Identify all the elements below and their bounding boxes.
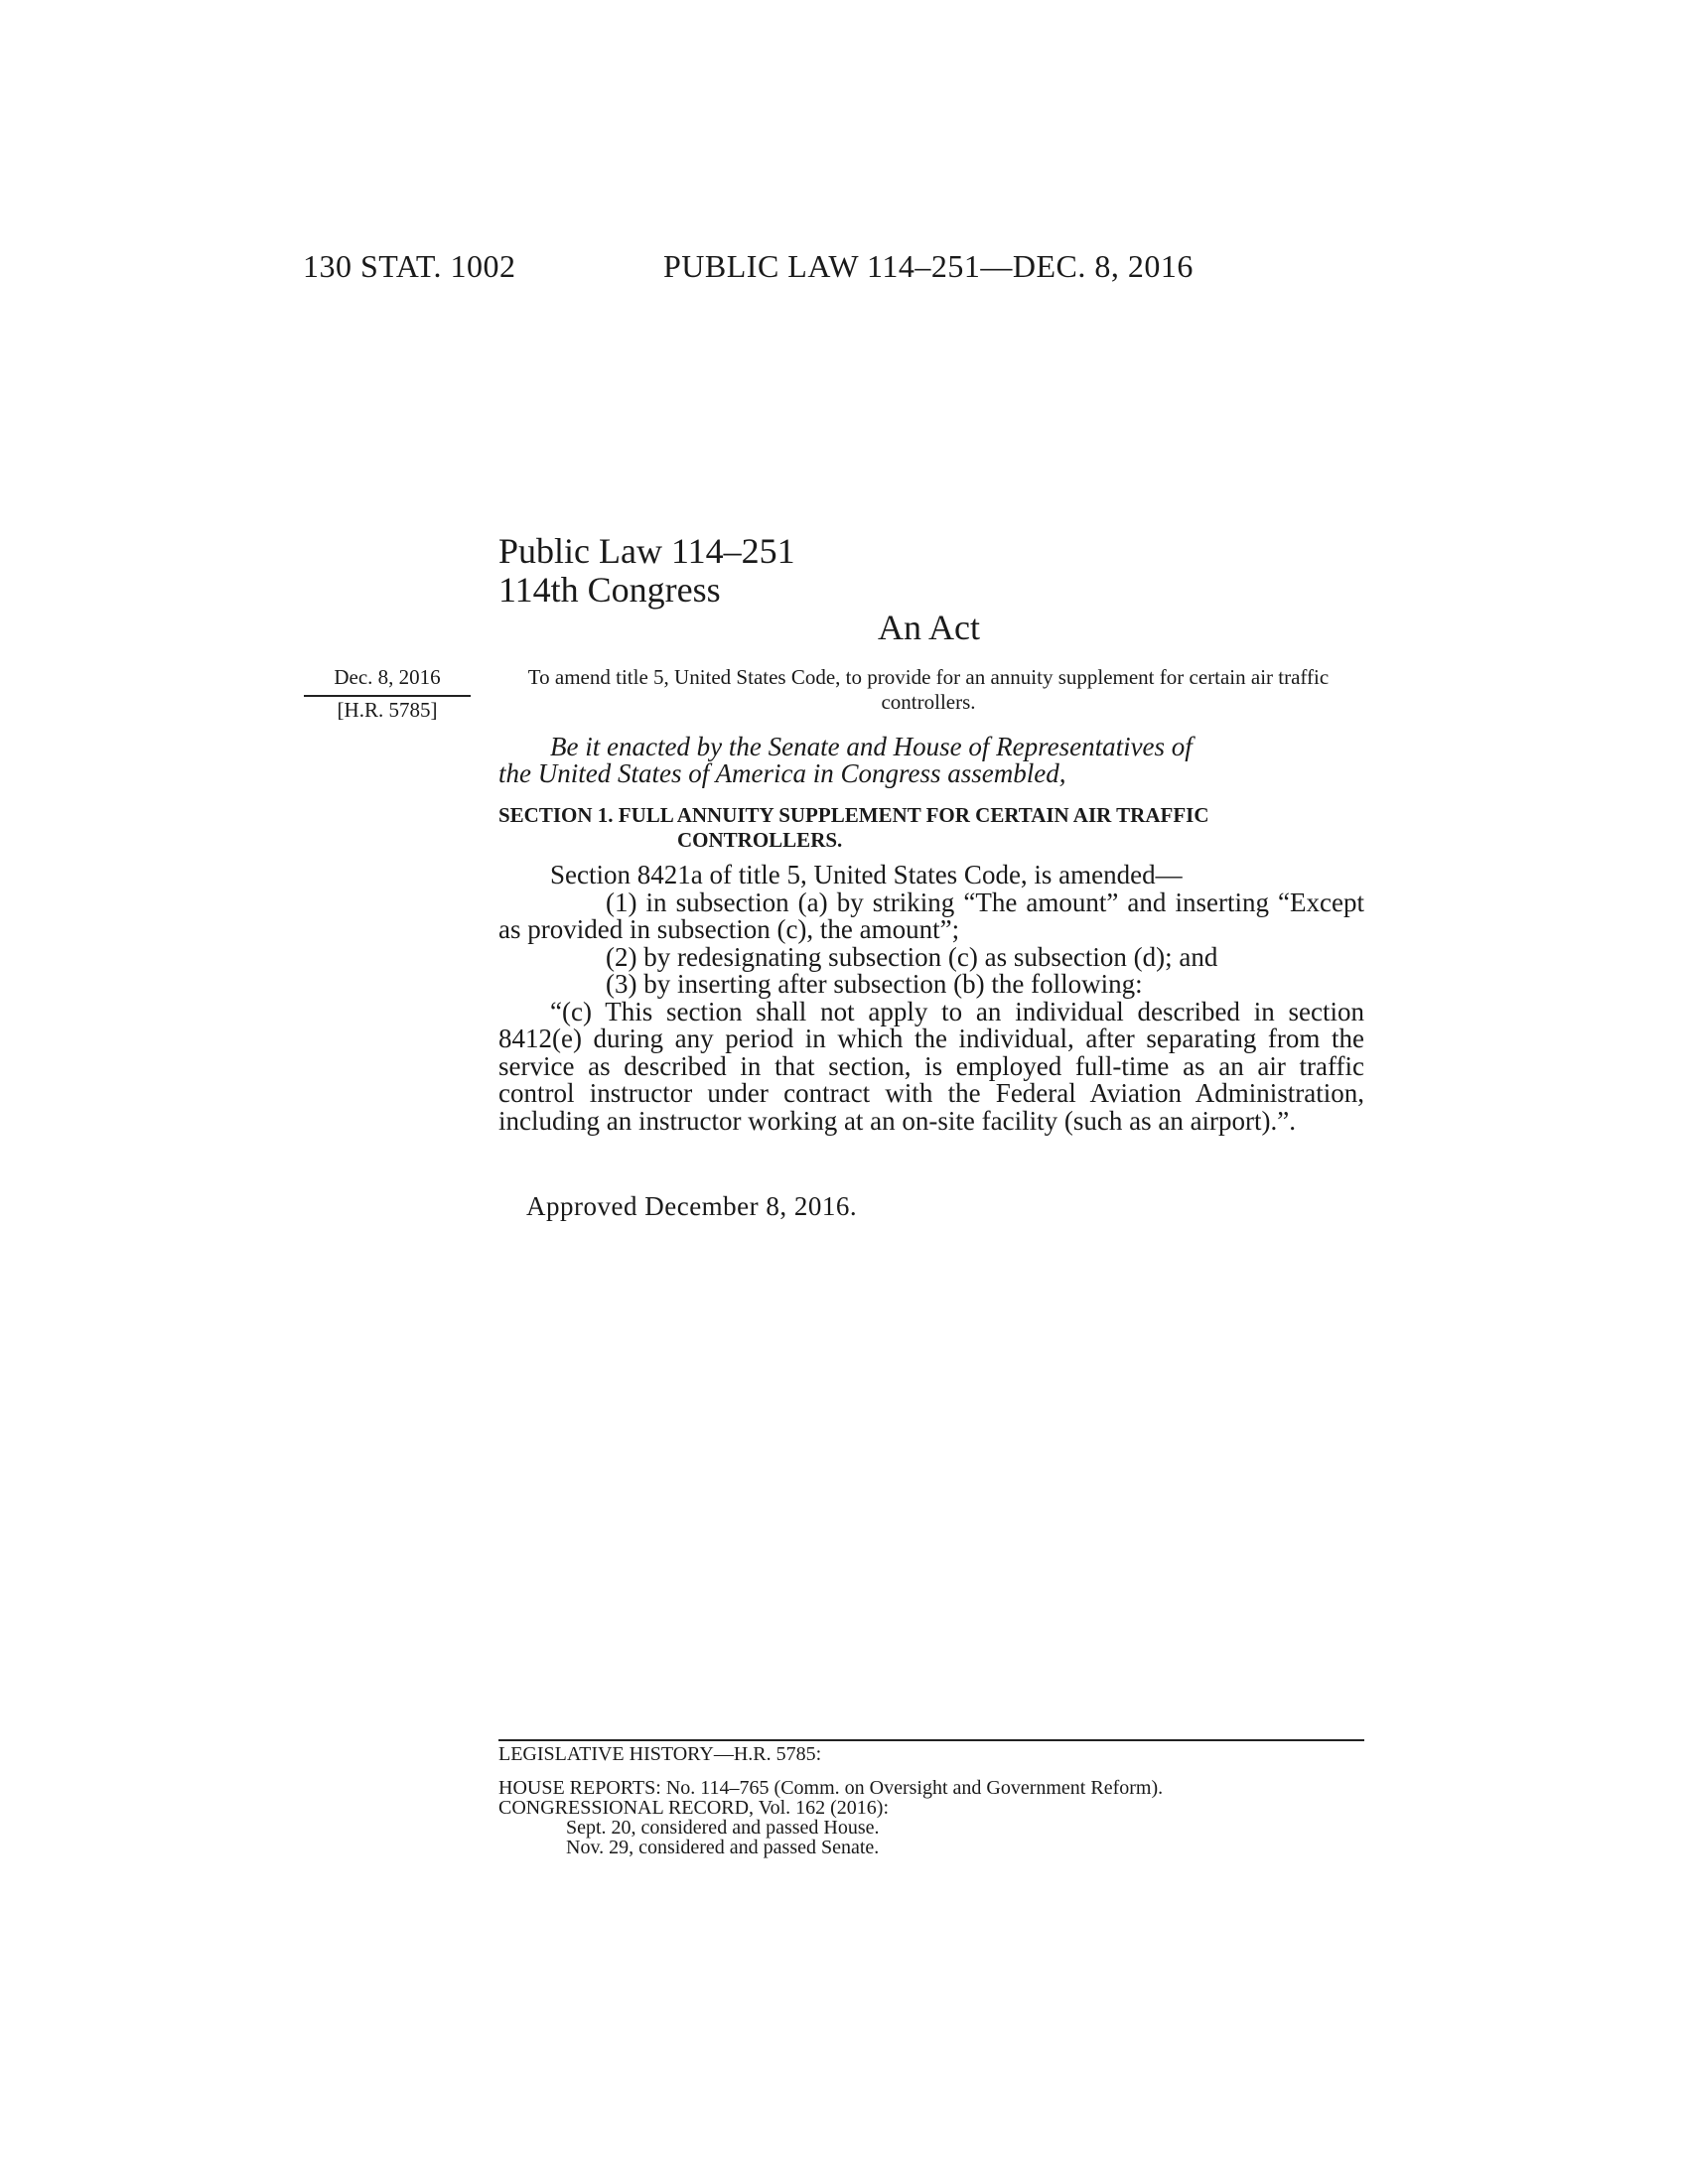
section-intro: Section 8421a of title 5, United States Code, is amended— (550, 860, 1183, 889)
enacting-clause (498, 734, 1364, 787)
history-action: Sept. 20, considered and passed House. (566, 1817, 880, 1839)
public-law-number: Public Law 114–251 (498, 531, 795, 571)
section-body (498, 862, 1364, 1135)
legislative-history (498, 1778, 1364, 1857)
footer-divider (498, 1739, 1364, 1741)
congress-number: 114th Congress (498, 570, 721, 610)
legislative-history-heading: LEGISLATIVE HISTORY—H.R. 5785: (498, 1743, 822, 1765)
an-act-heading: An Act (878, 608, 980, 647)
running-header-title: PUBLIC LAW 114–251—DEC. 8, 2016 (663, 248, 1194, 284)
history-action: Nov. 29, considered and passed Senate. (566, 1837, 880, 1858)
margin-note-date: Dec. 8, 2016 (304, 665, 471, 697)
section-heading-line-1: SECTION 1. FULL ANNUITY SUPPLEMENT FOR CERTAIN AIR TRAFFIC (498, 803, 1209, 827)
house-reports: HOUSE REPORTS: No. 114–765 (Comm. on Oversight and Government Reform). (498, 1777, 1164, 1799)
amendment-item-1: (1) in subsection (a) by striking “The amount” and inserting “Except as provided in subsection (c), the amount”; (498, 887, 1364, 944)
act-purpose: To amend title 5, United States Code, to provide for an annuity supplement for certain air traffic controllers. (527, 665, 1330, 714)
section-heading (498, 803, 1364, 853)
enacting-clause-line-1: Be it enacted by the Senate and House of Representatives of (550, 732, 1193, 761)
congressional-record: CONGRESSIONAL RECORD, Vol. 162 (2016): (498, 1797, 889, 1819)
margin-note-bill: [H.R. 5785] (337, 698, 438, 722)
stat-page-number: 130 STAT. 1002 (303, 248, 516, 284)
inserted-subsection-c: “(c) This section shall not apply to an individual described in section 8412(e) during any period in which the individual, after separating from the service as described in that section, is employed full-time as an air traffic control instructor under contract with the Federal Aviation Administration, including an instructor working at an on-site facility (such as an airport).”. (498, 996, 1364, 1136)
section-heading-line-2: CONTROLLERS. (677, 828, 843, 852)
amendment-item-3: (3) by inserting after subsection (b) the following: (606, 969, 1143, 999)
enacting-clause-line-2: the United States of America in Congress assembled, (498, 758, 1066, 788)
amendment-item-2: (2) by redesignating subsection (c) as subsection (d); and (606, 941, 1218, 972)
approval-date: Approved December 8, 2016. (526, 1191, 858, 1221)
